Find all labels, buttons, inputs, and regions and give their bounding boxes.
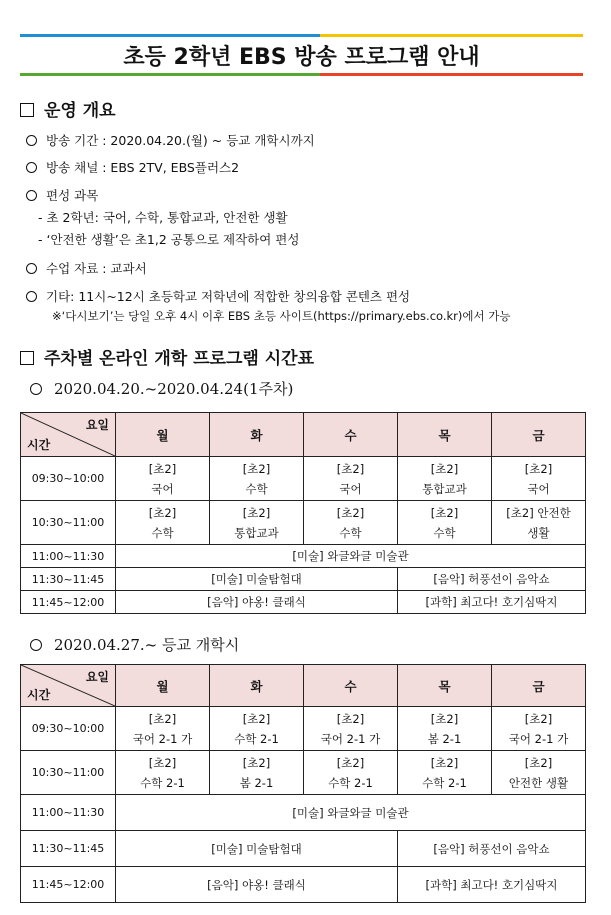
page-title: 초등 2학년 EBS 방송 프로그램 안내 — [123, 45, 480, 70]
sub-item-safety: - ‘안전한 생활’은 초1,2 공통으로 제작하여 편성 — [38, 232, 300, 247]
circle-bullet-icon — [26, 291, 37, 302]
note-replay: ※‘다시보기’는 당일 오후 4시 이후 EBS 초등 사이트(https://primary.ebs.co.kr)에서 가능 — [52, 309, 511, 323]
sub-item-subjects: - 초 2학년: 국어, 수학, 통합교과, 안전한 생활 — [38, 210, 288, 225]
circle-bullet-icon — [26, 135, 37, 146]
table-row: 10:30~11:00 [초2] 수학 2-1 [초2] 봄 2-1 [초2] 수학 2-1 [초2] 수학 2-1 [초2] 안전한 생활 — [21, 751, 586, 795]
header-thu: 목 — [398, 665, 492, 707]
item-subjects: 편성 과목 — [26, 186, 98, 204]
header-fri: 금 — [492, 665, 586, 707]
table-row: 11:30~11:45 [미술] 미술탐험대 [음악] 허풍선이 음악쇼 — [21, 831, 586, 867]
circle-bullet-icon — [30, 383, 42, 395]
header-tue: 화 — [210, 665, 304, 707]
top-bar-blue — [20, 34, 320, 37]
item-broadcast-channel: 방송 채널 : EBS 2TV, EBS플러스2 — [26, 158, 239, 176]
table-row: 11:45~12:00 [음악] 야옹! 클래식 [과학] 최고다! 호기심딱지 — [21, 867, 586, 903]
bottom-bar-green — [20, 73, 320, 76]
header-mon: 월 — [116, 665, 210, 707]
header-wed: 수 — [304, 665, 398, 707]
top-bar-yellow — [320, 34, 583, 37]
table-row: 09:30~10:00 [초2] 국어 2-1 가 [초2] 수학 2-1 [초2] 국어 2-1 가 [초2] 봄 2-1 [초2] 국어 2-1 가 — [21, 707, 586, 751]
header-mon: 월 — [116, 413, 210, 457]
header-tue: 화 — [210, 413, 304, 457]
week1-schedule-table — [20, 412, 586, 614]
week2-schedule-table — [20, 664, 586, 903]
title-banner — [20, 34, 583, 76]
section-heading-schedule: 주차별 온라인 개학 프로그램 시간표 — [20, 344, 314, 369]
week2-label: 2020.04.27.~ 등교 개학시 — [30, 634, 239, 655]
item-materials: 수업 자료 : 교과서 — [26, 259, 147, 277]
checkbox-square-icon — [20, 351, 34, 365]
table-row: 11:00~11:30 [미술] 와글와글 미술관 — [21, 545, 586, 568]
checkbox-square-icon — [20, 103, 34, 117]
circle-bullet-icon — [30, 639, 42, 651]
table-row: 10:30~11:00 [초2] 수학 [초2] 통합교과 [초2] 수학 [초2] 수학 [초2] 안전한 생활 — [21, 501, 586, 545]
header-wed: 수 — [304, 413, 398, 457]
header-corner: 요일 시간 — [21, 413, 116, 457]
week1-label: 2020.04.20.~2020.04.24(1주차) — [30, 378, 293, 399]
header-thu: 목 — [398, 413, 492, 457]
item-etc: 기타: 11시~12시 초등학교 저학년에 적합한 창의융합 콘텐츠 편성 — [26, 287, 410, 305]
circle-bullet-icon — [26, 263, 37, 274]
header-corner: 요일 시간 — [21, 665, 116, 707]
table-row: 11:30~11:45 [미술] 미술탐험대 [음악] 허풍선이 음악쇼 — [21, 568, 586, 591]
circle-bullet-icon — [26, 162, 37, 173]
section-heading-overview: 운영 개요 — [20, 96, 116, 121]
table-row: 09:30~10:00 [초2] 국어 [초2] 수학 [초2] 국어 [초2] 통합교과 [초2] 국어 — [21, 457, 586, 501]
header-fri: 금 — [492, 413, 586, 457]
circle-bullet-icon — [26, 190, 37, 201]
table-row: 11:00~11:30 [미술] 와글와글 미술관 — [21, 795, 586, 831]
bottom-bar-red — [320, 73, 583, 76]
item-broadcast-period: 방송 기간 : 2020.04.20.(월) ~ 등교 개학시까지 — [26, 131, 315, 149]
table-row: 11:45~12:00 [음악] 야옹! 클래식 [과학] 최고다! 호기심딱지 — [21, 591, 586, 614]
